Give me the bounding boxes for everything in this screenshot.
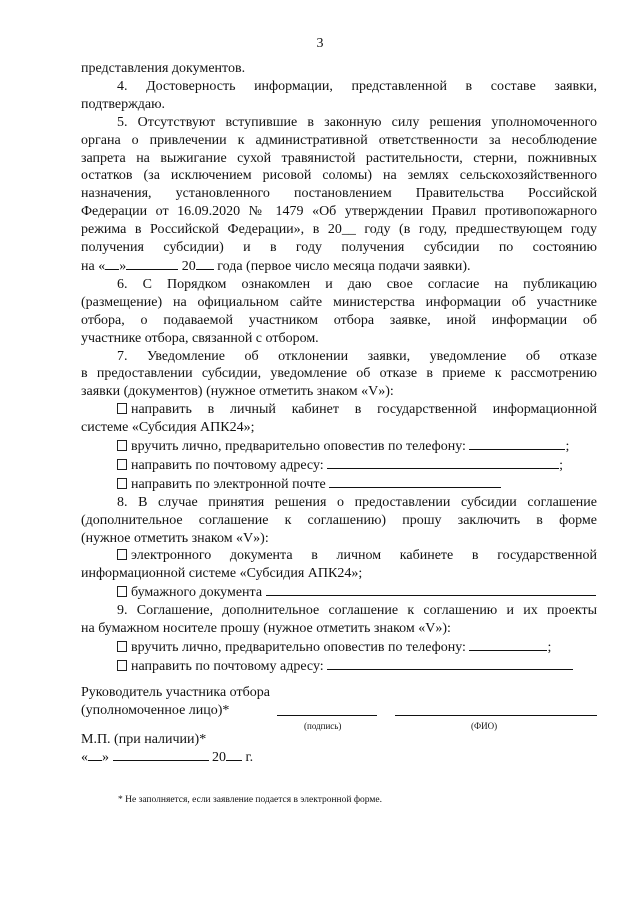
item-6-line: отбора, о подаваемой участником отбора заявке, иной информации об [81, 312, 597, 328]
signatory-title: Руководитель участника отбора [81, 685, 270, 700]
fio-line[interactable] [395, 714, 597, 716]
checkbox[interactable] [117, 641, 127, 652]
item-5-line: запрета на выжигание сухой травянистой растительности, стерни, пожнивных [81, 150, 597, 166]
item-7-option-phone: вручить лично, предварительно оповестив по телефону: ; [81, 437, 597, 456]
address-blank[interactable] [327, 657, 573, 670]
item-8-option-electronic: электронного документа в личном кабинете в государственной [81, 547, 597, 565]
item-5-line: режима в Российской Федерации», в 20__ году (в году, предшествующем году [81, 222, 597, 238]
item-7-line: заявки (документов) (нужное отметить знаком «V»): [81, 384, 394, 400]
item-5-line: остатков (за исключением рисовой соломы) на землях сельскохозяйственного [81, 168, 597, 184]
item-8-line: (нужное отметить знаком «V»): [81, 530, 269, 546]
phone-blank[interactable] [469, 437, 565, 450]
document-body [81, 60, 597, 676]
item-5-line: органа о привлечении к административной ответственности за несоблюдение [81, 132, 597, 148]
item-5-line: получения субсидии) и в году получения субсидии по состоянию [81, 240, 597, 256]
item-8-line: (дополнительное соглашение к соглашению) прошу заключить в форме [81, 512, 597, 528]
item-4-line: 4. Достоверность информации, представленной в составе заявки, [117, 78, 597, 94]
item-5-date-line: на « » 20 года (первое число месяца подачи заявки). [81, 258, 471, 274]
checkbox[interactable] [117, 478, 127, 489]
date-line: « » 20 г. [81, 750, 254, 765]
item-4-line: подтверждаю. [81, 96, 166, 112]
footnote: * Не заполняется, если заявление подается в электронной форме. [118, 795, 382, 805]
continuation-line: представления документов. [81, 61, 246, 76]
month-blank[interactable] [126, 257, 178, 270]
item-7-option-post: направить по почтовому адресу: ; [81, 456, 597, 475]
day-blank[interactable] [105, 257, 119, 270]
item-7-option-cabinet: направить в личный кабинет в государственной информационной [81, 401, 597, 419]
day-blank[interactable] [88, 748, 102, 761]
item-6-line: 6. С Порядком ознакомлен и даю свое согласие на публикацию [117, 276, 597, 292]
item-8-line: 8. В случае принятия решения о предоставлении субсидии соглашение [117, 494, 597, 510]
item-6-line: (размещение) на официальном сайте министерства информации об участнике [81, 294, 597, 310]
year-blank[interactable] [226, 748, 242, 761]
phone-blank[interactable] [469, 638, 547, 651]
stamp-label: М.П. (при наличии)* [81, 732, 207, 747]
checkbox[interactable] [117, 403, 127, 414]
signature-caption: (подпись) [304, 721, 342, 731]
checkbox[interactable] [117, 549, 127, 560]
item-5-line: назначения, установленного постановлением Правительства Российской [81, 186, 597, 202]
checkbox[interactable] [117, 440, 127, 451]
fio-caption: (ФИО) [471, 721, 498, 731]
year-blank[interactable] [196, 257, 214, 270]
checkbox[interactable] [117, 586, 127, 597]
item-9-option-phone: вручить лично, предварительно оповестив по телефону: ; [81, 638, 597, 657]
item-5-line: Федерации от 16.09.2020 № 1479 «Об утверждении Правил противопожарного [81, 204, 597, 220]
item-7-option-cabinet-cont: системе «Субсидия АПК24»; [81, 420, 255, 436]
item-9-option-post: направить по почтовому адресу: [81, 657, 597, 676]
address-blank[interactable] [327, 456, 559, 469]
item-6-line: участнике отбора, связанной с отбором. [81, 330, 319, 346]
item-7-line: в предоставлении субсидии, уведомление об отказе в приеме к рассмотрению [81, 366, 597, 382]
month-blank[interactable] [113, 748, 209, 761]
paper-blank[interactable] [266, 583, 596, 596]
item-7-line: 7. Уведомление об отклонении заявки, уведомление об отказе [117, 348, 597, 364]
signature-line[interactable] [277, 714, 377, 716]
checkbox[interactable] [117, 459, 127, 470]
item-5-line: 5. Отсутствуют вступившие в законную силу решения уполномоченного [117, 114, 597, 130]
item-9-line: 9. Соглашение, дополнительное соглашение к соглашению и их проекты [117, 603, 597, 619]
item-7-option-email: направить по электронной почте [81, 475, 597, 494]
item-9-line: на бумажном носителе прошу (нужное отметить знаком «V»): [81, 621, 451, 637]
signatory-subtitle: (уполномоченное лицо)* [81, 703, 230, 718]
item-8-option-electronic-cont: информационной системе «Субсидия АПК24»; [81, 566, 363, 582]
email-blank[interactable] [329, 475, 501, 488]
item-8-option-paper: бумажного документа [81, 583, 597, 602]
checkbox[interactable] [117, 660, 127, 671]
page-number: 3 [316, 36, 324, 51]
